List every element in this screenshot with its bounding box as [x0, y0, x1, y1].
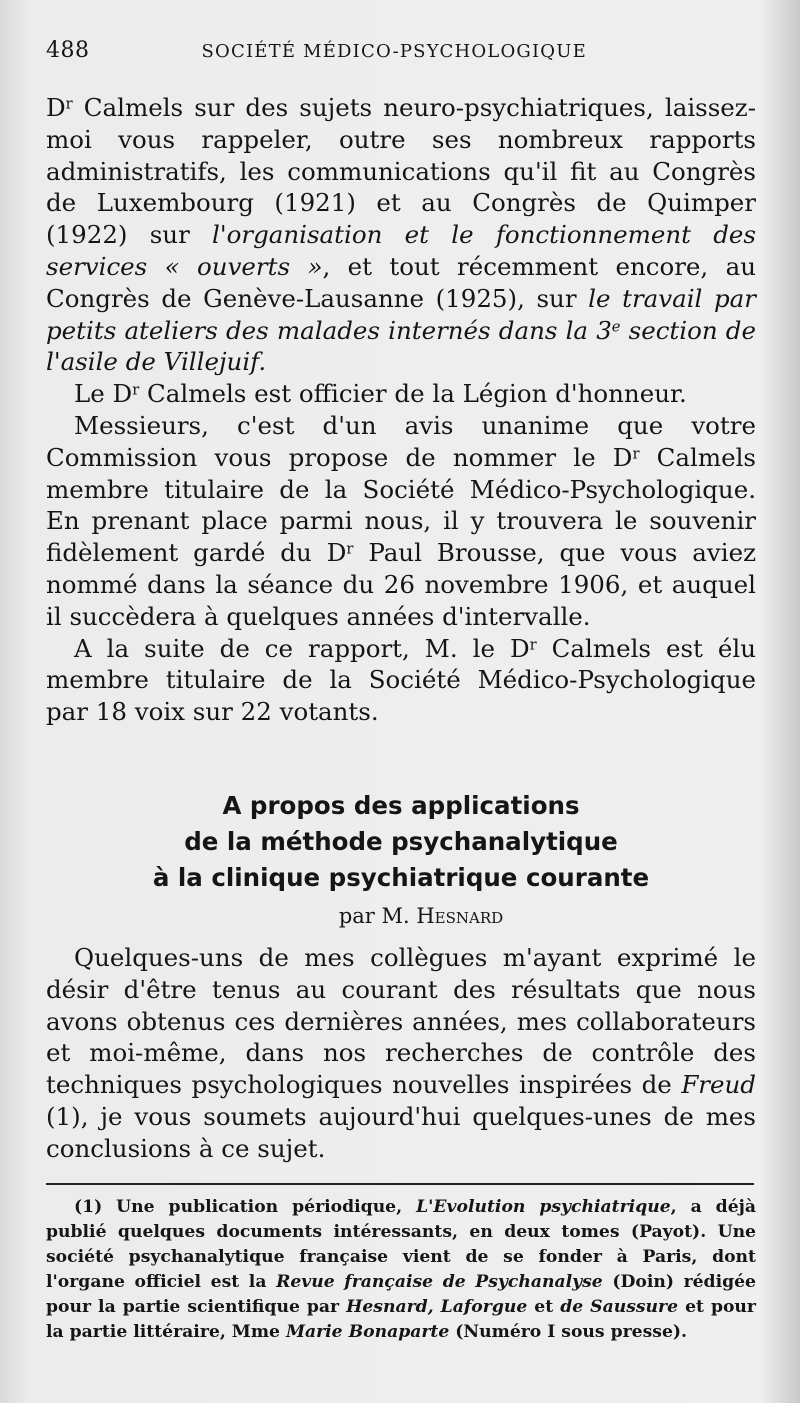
italic-run: Freud [681, 1070, 756, 1100]
report-paragraph-1 [46, 92, 756, 378]
text-run: Messieurs, c'est d'un avis unanime que votre Commission vous propose de nommer le D [46, 410, 756, 472]
text-run: Calmels sur des sujets neuro-psychiatriques, laissez-moi vous rappeler, outre ses nombreux rapports administratifs, les communications qu'il fit au Congrès de Luxembourg (1921) et au Congrès de Quimper (1922) sur [46, 93, 756, 250]
report-text [46, 92, 756, 728]
text-run: Quelques-uns de mes collègues m'ayant exprimé le désir d'être tenus au courant des résultats que nous avons obtenus ces dernières années, mes collaborateurs et moi-même, dans nos recherches de contrôle des techniques psychologiques nouvelles inspirées de [46, 942, 756, 1100]
article-title-line-2: de la méthode psychanalytique [184, 826, 618, 856]
text-run: (1) Une publication périodique, [74, 1196, 417, 1217]
text-run: , a déjà publié quelques documents intéressants, en deux tomes (Payot). Une société psychanalytique française vient de se fonder à Paris, dont l'organe officiel est la [46, 1196, 756, 1292]
running-head: SOCIÉTÉ MÉDICO-PSYCHOLOGIQUE [201, 41, 587, 62]
article-text [46, 942, 756, 1165]
italic-run: Marie Bonaparte [285, 1321, 450, 1342]
page-number: 488 [46, 38, 90, 63]
superscript: r [132, 381, 140, 399]
superscript: r [632, 445, 640, 463]
page-header [46, 38, 756, 82]
text-run: Calmels membre titulaire de la Société Médico-Psychologique. En prenant place parmi nous, il y trouvera le souvenir fidèlement gardé du D [46, 442, 756, 568]
italic-run: Revue française de Psychanalyse [276, 1271, 603, 1292]
text-run: Calmels est officier de la Légion d'honneur. [139, 379, 687, 409]
report-paragraph-2 [46, 378, 756, 410]
superscript: r [529, 636, 537, 654]
text-run: et [527, 1296, 561, 1317]
superscript: r [346, 540, 354, 558]
italic-run: section de l'asile de Villejuif. [46, 315, 756, 377]
article-title-line-1: A propos des applications [222, 790, 580, 820]
text-run: D [46, 93, 66, 122]
italic-run: l'organisation et le fonctionnement des services « ouverts » [46, 220, 756, 281]
report-paragraph-4 [46, 633, 756, 728]
footnote [46, 1195, 756, 1345]
superscript: r [65, 95, 73, 113]
text-run: et pour la partie littéraire, Mme [46, 1296, 756, 1342]
superscript: e [611, 318, 621, 336]
italic-run: le travail par petits ateliers des malades internés dans la 3 [46, 283, 756, 345]
italic-run: L'Evolution psychiatrique [416, 1196, 671, 1217]
footnote-rule [46, 1183, 754, 1185]
report-paragraph-3 [46, 410, 756, 633]
text-run: Le D [74, 379, 133, 409]
text-run: (Doin) rédigée pour la partie scientifique par [46, 1271, 756, 1317]
text-run: (1), je vous soumets aujourd'hui quelques-unes de mes conclusions à ce sujet. [46, 1101, 756, 1163]
italic-run: Hesnard, Laforgue [346, 1296, 528, 1317]
text-run: (Numéro I sous presse). [449, 1321, 687, 1342]
author-name: Hesnard [416, 903, 504, 928]
author-prefix: par M. [338, 903, 417, 928]
text-run: , et tout récemment encore, au Congrès de Genève-Lausanne (1925), sur [46, 251, 756, 313]
article-title [46, 788, 756, 896]
article-author [86, 904, 756, 928]
text-run: Calmels est élu membre titulaire de la Société Médico-Psychologique par 18 voix sur 22 votants. [46, 633, 756, 727]
article-title-line-3: à la clinique psychiatrique courante [152, 862, 650, 892]
article-paragraph-1 [46, 942, 756, 1165]
italic-run: de Saussure [560, 1296, 679, 1317]
text-run: Paul Brousse, que vous aviez nommé dans la séance du 26 novembre 1906, et auquel il succèdera à quelques années d'intervalle. [46, 538, 756, 631]
text-run: A la suite de ce rapport, M. le D [74, 633, 530, 663]
